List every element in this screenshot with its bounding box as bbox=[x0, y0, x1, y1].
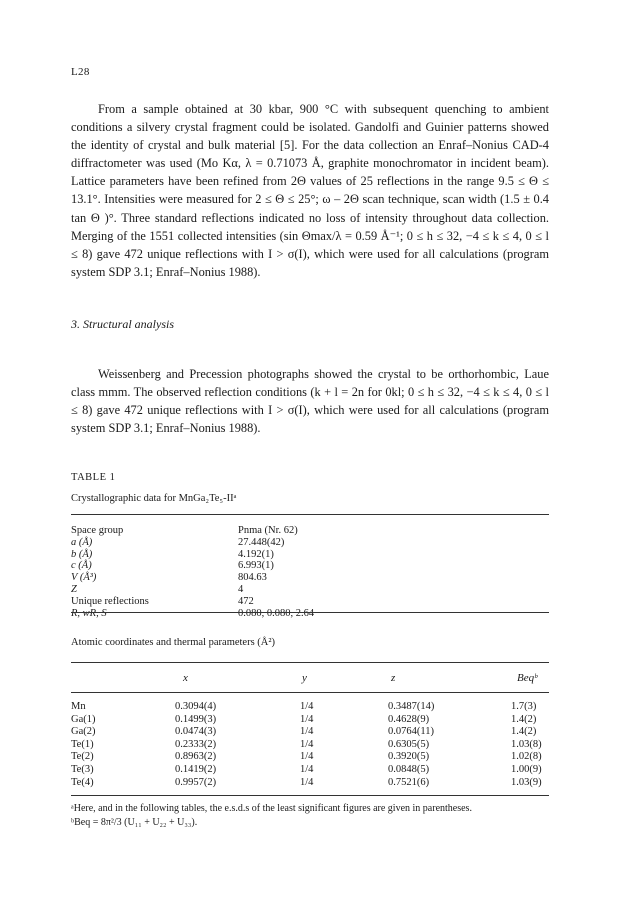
table-row: Ga(2) 0.0474(3) 1/4 0.0764(11) 1.4(2) bbox=[71, 726, 537, 738]
section-title: Structural analysis bbox=[83, 317, 175, 331]
table1-caption: Crystallographic data for MnGa₂Te₅-IIᵃ bbox=[71, 493, 237, 504]
table2-body bbox=[71, 701, 549, 789]
table2-header-rule bbox=[71, 692, 549, 693]
header-beq: Beqᵇ bbox=[517, 672, 538, 684]
header-x: x bbox=[183, 672, 188, 684]
page-label: L28 bbox=[71, 66, 90, 78]
table-row: Te(4) 0.9957(2) 1/4 0.7521(6) 1.03(9) bbox=[71, 776, 542, 788]
table-row: Z 4 bbox=[71, 583, 244, 595]
table-row: V (Å³) 804.63 bbox=[71, 572, 267, 584]
table-row: Space group Pnma (Nr. 62) bbox=[71, 525, 298, 536]
table-row: b (Å) 4.192(1) bbox=[71, 548, 274, 560]
table-row: Ga(1) 0.1499(3) 1/4 0.4628(9) 1.4(2) bbox=[71, 713, 537, 725]
table2-top-rule bbox=[71, 662, 549, 663]
table-row: a (Å) 27.448(42) bbox=[71, 536, 285, 548]
footnote-a: ᵃHere, and in the following tables, the e.s.d.s of the least significant figures are given in parentheses. bbox=[71, 803, 472, 814]
table1-bottom-rule bbox=[71, 612, 549, 613]
table1-top-rule bbox=[71, 514, 549, 515]
structural-analysis-paragraph: Weissenberg and Precession photographs showed the crystal to be orthorhombic, Laue class mmm. The observed reflection conditions (k + l = 2n for 0kl; 0 ≤ h ≤ 32, −4 ≤ k ≤ 4, 0 ≤ l ≤ 8) gave 472 unique reflections with I > σ(I), which were used for all calculations (program system SDP 3.1; Enraf–Nonius 1988). bbox=[71, 367, 549, 436]
header-z: z bbox=[391, 672, 396, 684]
section-number: 3. bbox=[71, 317, 80, 331]
footnotes bbox=[71, 802, 549, 829]
table-row: Mn 0.3094(4) 1/4 0.3487(14) 1.7(3) bbox=[71, 701, 537, 712]
table-row: Te(3) 0.1419(2) 1/4 0.0848(5) 1.00(9) bbox=[71, 763, 542, 775]
table-row: R, wR, S 0.080, 0.080, 2.64 bbox=[71, 607, 315, 619]
table2-caption: Atomic coordinates and thermal parameters (Å²) bbox=[71, 637, 276, 648]
table-row: Unique reflections 472 bbox=[71, 595, 254, 607]
methods-paragraph: From a sample obtained at 30 kbar, 900 °C with subsequent quenching to ambient conditions a silvery crystal fragment could be isolated. Gandolfi and Guinier patterns showed the identity of crystal and bulk material [5]. For the data collection an Enraf–Nonius CAD-4 diffractometer was used (Mo Kα, λ = 0.71073 Å, graphite monochromator in incident beam). Lattice parameters have been refined from 2Θ values of 25 reflections in the range 9.5 ≤ Θ ≤ 13.1°. Intensities were measured for 2 ≤ Θ ≤ 25°; ω – 2Θ scan technique, scan width (1.5 ± 0.4 tan Θ )°. Three standard reflections indicated no loss of intensity throughout data collection. Merging of the 1551 collected intensities (sin Θmax/λ = 0.59 Å⁻¹; 0 ≤ h ≤ 32, −4 ≤ k ≤ 4, 0 ≤ l ≤ 8) gave 472 unique reflections with I > σ(I), which were used for all calculations (program system SDP 3.1; Enraf–Nonius 1988). bbox=[71, 102, 549, 279]
table1-label: TABLE 1 bbox=[71, 472, 116, 483]
header-y: y bbox=[302, 672, 307, 684]
table-row: Te(2) 0.8963(2) 1/4 0.3920(5) 1.02(8) bbox=[71, 751, 542, 763]
footnote-b: ᵇBeq = 8π²/3 (U₁₁ + U₂₂ + U₃₃). bbox=[71, 816, 198, 828]
section-heading bbox=[71, 317, 174, 332]
table-row: c (Å) 6.993(1) bbox=[71, 560, 274, 572]
table1-body bbox=[71, 525, 549, 619]
table2-bottom-rule bbox=[71, 795, 549, 796]
table-row: Te(1) 0.2333(2) 1/4 0.6305(5) 1.03(8) bbox=[71, 738, 542, 750]
